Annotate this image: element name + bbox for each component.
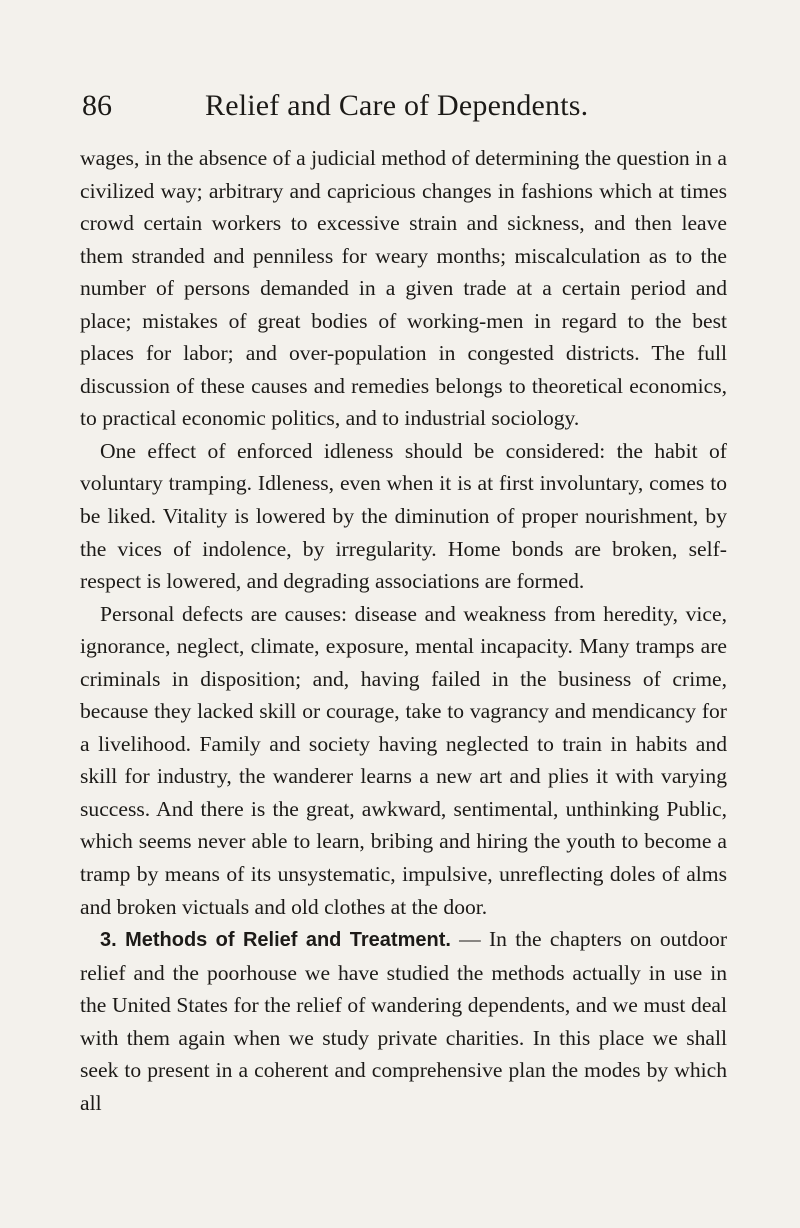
- section-paragraph: [80, 923, 727, 1119]
- page-number: 86: [82, 89, 112, 122]
- section-text: — In the chapters on outdoor relief and the poorhouse we have studied the methods actually in use in the United States for the relief of wandering dependents, and we must deal with them again when we study private charities. In this place we shall seek to present in a coherent and comprehensive plan the modes by which all: [80, 927, 728, 1115]
- section-heading: 3. Methods of Relief and Treatment.: [100, 929, 451, 952]
- paragraph: wages, in the absence of a judicial method of determining the question in a civilized way; arbitrary and capricious changes in fashions which at times crowd certain workers to excessive strain and sickness, and then leave them stranded and penniless for weary months; miscalculation as to the number of persons demanded in a given trade at a certain period and place; mistakes of great bodies of working-men in regard to the best places for labor; and over-population in congested districts. The full discussion of these causes and remedies belongs to theoretical economics, to practical economic politics, and to industrial sociology.: [80, 146, 727, 431]
- body-text: [80, 142, 727, 1119]
- running-title: Relief and Care of Dependents.: [205, 89, 589, 122]
- paragraph: Personal defects are causes: disease and weakness from heredity, vice, ignorance, neglect, climate, exposure, mental incapacity. Many tramps are criminals in disposition; and, having failed in the business of crime, because they lacked skill or courage, take to vagrancy and mendicancy for a livelihood. Family and society having neglected to train in habits and skill for industry, the wanderer learns a new art and plies it with varying success. And there is the great, awkward, sentimental, unthinking Public, which seems never able to learn, bribing and hiring the youth to become a tramp by means of its unsystematic, impulsive, unreflecting doles of alms and broken victuals and old clothes at the door.: [80, 601, 727, 919]
- page-header: [70, 88, 730, 128]
- paragraph: One effect of enforced idleness should be considered: the habit of voluntary tramping. Idleness, even when it is at first involuntary, comes to be liked. Vitality is lowered by the diminution of proper nourishment, by the vices of indolence, by irregularity. Home bonds are broken, self-respect is lowered, and degrading associations are formed.: [80, 438, 727, 594]
